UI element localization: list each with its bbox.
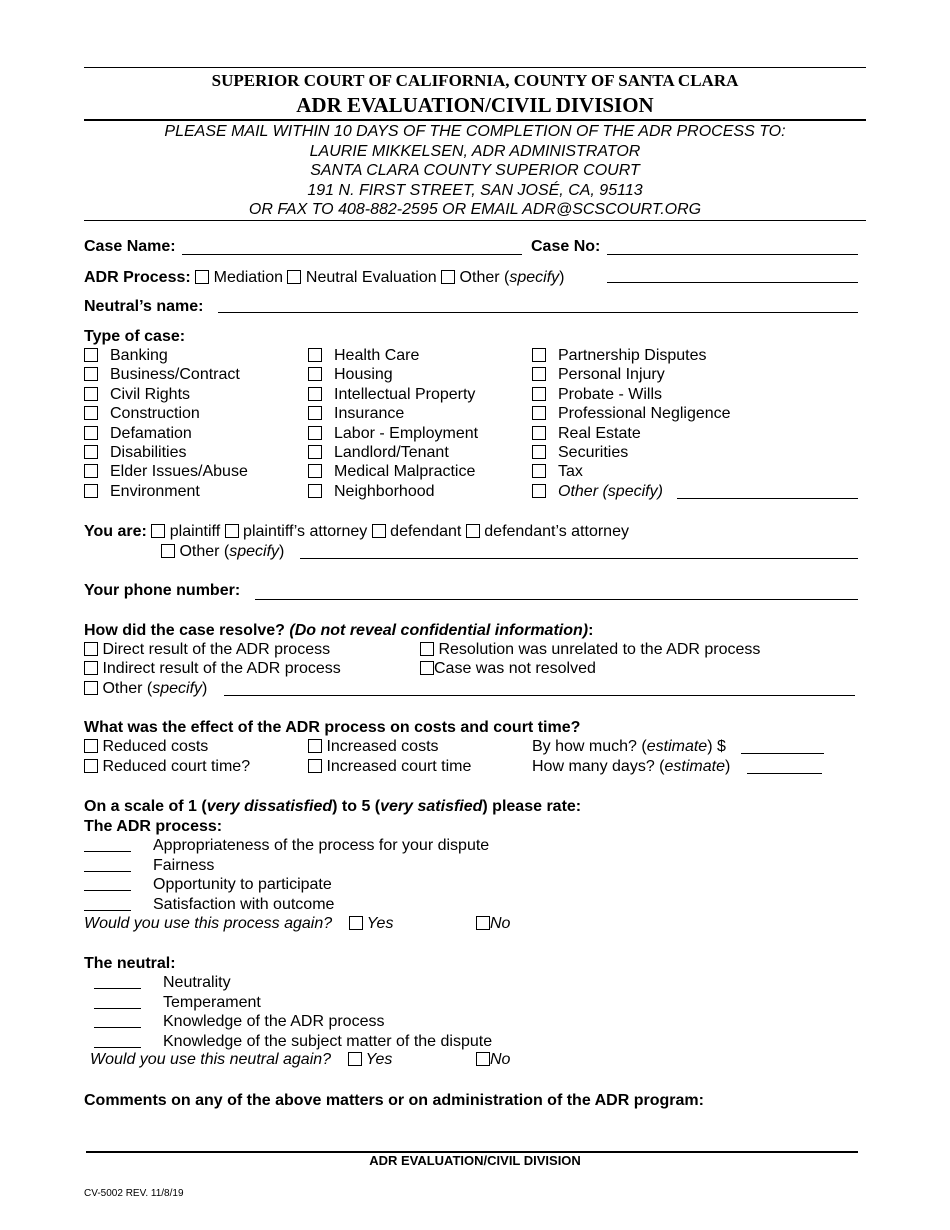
rating-blank[interactable]: [94, 1014, 141, 1028]
footer-title: ADR EVALUATION/CIVIL DIVISION: [369, 1153, 581, 1168]
adr-other-checkbox[interactable]: [441, 270, 455, 284]
case-type-option: [308, 365, 478, 384]
plaintiff-attorney-label: plaintiff’s attorney: [243, 523, 368, 540]
rating-item: [94, 973, 492, 993]
case-type-label: Environment: [110, 482, 200, 500]
rating-blank[interactable]: [84, 858, 131, 872]
case-type-option: [84, 346, 248, 365]
case-type-option: [84, 365, 248, 384]
case-type-label: Labor - Employment: [334, 424, 479, 442]
process-again-no-checkbox[interactable]: [476, 916, 490, 930]
case-type-checkbox[interactable]: [532, 484, 546, 498]
case-type-label: Defamation: [110, 424, 192, 442]
resolve-indirect-checkbox[interactable]: [84, 661, 98, 675]
case-type-label: Elder Issues/Abuse: [110, 463, 248, 481]
process-again: Would you use this process again? Yes: [84, 915, 394, 932]
rating-item: [84, 856, 489, 876]
case-type-column-3: [532, 346, 731, 501]
resolve-indirect: Indirect result of the ADR process: [84, 659, 341, 678]
case-type-checkbox[interactable]: [84, 367, 98, 381]
neutral-name-field[interactable]: [218, 312, 858, 313]
rating-label: Knowledge of the subject matter of the dispute: [163, 1032, 493, 1050]
case-type-option: [308, 424, 478, 443]
title-rule: [84, 119, 866, 121]
rating-label: Appropriateness of the process for your dispute: [153, 837, 490, 854]
case-no-label: Case No:: [531, 238, 601, 255]
case-type-option: [308, 404, 478, 423]
reduced-time-checkbox[interactable]: [84, 759, 98, 773]
case-type-option: [532, 365, 731, 384]
rating-item: [84, 895, 489, 915]
resolve-unrelated: Resolution was unrelated to the ADR process: [420, 640, 760, 659]
process-label: The ADR process:: [84, 818, 223, 835]
rating-blank[interactable]: [84, 838, 131, 852]
case-type-checkbox[interactable]: [308, 464, 322, 478]
mail-line: LAURIE MIKKELSEN, ADR ADMINISTRATOR: [309, 142, 641, 160]
case-type-checkbox[interactable]: [308, 484, 322, 498]
rating-label: Knowledge of the ADR process: [163, 1013, 385, 1030]
rating-blank[interactable]: [84, 897, 131, 911]
defendant-attorney-checkbox[interactable]: [466, 524, 480, 538]
case-type-checkbox[interactable]: [84, 348, 98, 362]
plaintiff-attorney-checkbox[interactable]: [225, 524, 239, 538]
case-type-label: Real Estate: [558, 424, 641, 442]
case-type-checkbox[interactable]: [84, 387, 98, 401]
case-type-checkbox[interactable]: [308, 367, 322, 381]
case-name-field[interactable]: [182, 254, 522, 255]
mail-line: SANTA CLARA COUNTY SUPERIOR COURT: [310, 162, 640, 179]
case-type-checkbox[interactable]: [84, 406, 98, 420]
case-type-label: Housing: [334, 366, 393, 384]
mail-line: OR FAX TO 408-882-2595 OR EMAIL ADR@SCSCOURT.ORG: [248, 201, 702, 218]
form-title: ADR EVALUATION/CIVIL DIVISION: [296, 93, 654, 117]
case-type-label: Partnership Disputes: [558, 347, 707, 364]
resolve-not-resolved-checkbox[interactable]: [420, 661, 434, 675]
case-type-checkbox[interactable]: [532, 464, 546, 478]
rating-label: Neutrality: [163, 974, 231, 991]
case-type-label: Probate - Wills: [558, 385, 663, 403]
how-many-field[interactable]: [747, 773, 822, 774]
case-type-option: [308, 346, 478, 365]
process-again-yes-checkbox[interactable]: [349, 916, 363, 930]
case-type-label: Medical Malpractice: [334, 463, 476, 481]
case-type-label: Neighborhood: [334, 482, 435, 500]
comments-label: Comments on any of the above matters or on administration of the ADR program:: [84, 1092, 704, 1109]
resolve-other: Other (specify): [84, 679, 207, 698]
rating-item: [84, 875, 489, 895]
resolve-other-checkbox[interactable]: [84, 681, 98, 695]
neutral-again: Would you use this neutral again? Yes: [90, 1051, 393, 1068]
rating-label: Opportunity to participate: [153, 876, 332, 893]
adr-process-row: [84, 268, 564, 287]
case-type-label: Business/Contract: [110, 366, 240, 384]
mail-line: PLEASE MAIL WITHIN 10 DAYS OF THE COMPLETION OF THE ADR PROCESS TO:: [164, 123, 786, 140]
neutral-rating-list: [94, 973, 492, 1051]
case-type-checkbox[interactable]: [84, 464, 98, 478]
case-type-column-2: [308, 346, 478, 501]
case-type-checkbox[interactable]: [308, 406, 322, 420]
process-rating-list: [84, 836, 489, 914]
case-type-column-1: [84, 346, 248, 501]
case-type-option: [532, 404, 731, 423]
plaintiff-checkbox[interactable]: [151, 524, 165, 538]
top-rule: [84, 67, 866, 68]
case-name-label: Case Name:: [84, 238, 176, 255]
effect-question: What was the effect of the ADR process on costs and court time?: [84, 719, 581, 736]
mailing-instructions: [84, 122, 866, 220]
case-type-checkbox[interactable]: [532, 387, 546, 401]
case-type-option: [84, 462, 248, 481]
resolve-other-field[interactable]: [224, 695, 855, 696]
case-type-checkbox[interactable]: [84, 426, 98, 440]
reduced-time: Reduced court time?: [84, 757, 250, 776]
reduced-costs: Reduced costs: [84, 737, 208, 756]
rating-label: Temperament: [163, 993, 261, 1011]
case-no-field[interactable]: [607, 254, 858, 255]
how-much-field[interactable]: [741, 753, 824, 754]
adr-process-label: ADR Process:: [84, 269, 191, 286]
case-type-checkbox[interactable]: [308, 445, 322, 459]
case-type-label: Other (specify): [558, 482, 663, 500]
case-type-checkbox[interactable]: [532, 348, 546, 362]
case-type-checkbox[interactable]: [532, 445, 546, 459]
case-type-checkbox[interactable]: [308, 348, 322, 362]
case-type-label: Banking: [110, 347, 168, 364]
header-bottom-rule: [84, 220, 866, 221]
case-type-label: Tax: [558, 463, 583, 481]
case-type-option: [532, 462, 731, 481]
case-type-checkbox[interactable]: [84, 484, 98, 498]
case-type-option: [84, 443, 248, 462]
resolve-direct: Direct result of the ADR process: [84, 640, 330, 659]
court-name: SUPERIOR COURT OF CALIFORNIA, COUNTY OF SANTA CLARA: [211, 71, 739, 90]
rating-blank[interactable]: [94, 975, 141, 989]
defendant-checkbox[interactable]: [372, 524, 386, 538]
increased-costs-checkbox[interactable]: [308, 739, 322, 753]
case-type-option: [308, 443, 478, 462]
increased-costs: Increased costs: [308, 737, 439, 756]
rating-label: Fairness: [153, 856, 215, 874]
case-type-label: Type of case:: [84, 328, 186, 345]
you-are-other-row: Other (specify): [161, 542, 284, 561]
case-type-label: Intellectual Property: [334, 385, 476, 403]
you-are-label: You are:: [84, 523, 147, 540]
neutral-name-label: Neutral’s name:: [84, 298, 204, 315]
case-type-checkbox[interactable]: [84, 445, 98, 459]
process-again-no: No: [476, 914, 510, 933]
resolve-not-resolved: Case was not resolved: [420, 659, 596, 678]
mail-line: 191 N. FIRST STREET, SAN JOSÉ, CA, 95113: [307, 181, 643, 199]
case-type-label: Insurance: [334, 405, 405, 423]
case-type-label: Landlord/Tenant: [334, 444, 449, 462]
neutral-again-yes-checkbox[interactable]: [348, 1052, 362, 1066]
case-type-checkbox[interactable]: [532, 426, 546, 440]
case-type-option: [532, 346, 731, 365]
increased-time-checkbox[interactable]: [308, 759, 322, 773]
rating-label: Satisfaction with outcome: [153, 895, 335, 913]
neutral-label: The neutral:: [84, 955, 176, 972]
neutral-evaluation-label: Neutral Evaluation: [305, 269, 437, 286]
adr-other-label: Other (specify): [459, 269, 565, 286]
case-type-option: [84, 424, 248, 443]
increased-time: Increased court time: [308, 757, 471, 776]
case-type-label: Professional Negligence: [558, 405, 731, 423]
resolve-direct-checkbox[interactable]: [84, 642, 98, 656]
rating-item: [94, 1012, 492, 1032]
case-type-option: [532, 424, 731, 443]
case-type-label: Securities: [558, 444, 629, 462]
case-type-checkbox[interactable]: [308, 387, 322, 401]
case-type-label: Personal Injury: [558, 366, 665, 384]
form-number: CV-5002 REV. 11/8/19: [84, 1188, 184, 1199]
rating-intro: On a scale of 1 (very dissatisfied) to 5 (very satisfied) please rate:: [84, 798, 582, 815]
case-type-checkbox[interactable]: [532, 367, 546, 381]
resolve-unrelated-checkbox[interactable]: [420, 642, 434, 656]
resolve-question: How did the case resolve? (Do not reveal confidential information):: [84, 622, 594, 639]
case-type-label: Construction: [110, 405, 200, 423]
defendant-attorney-label: defendant’s attorney: [484, 523, 629, 540]
plaintiff-label: plaintiff: [169, 523, 221, 540]
rating-item: [84, 836, 489, 856]
rating-blank[interactable]: [94, 995, 141, 1009]
case-type-option: [84, 385, 248, 404]
case-type-label: Health Care: [334, 347, 420, 364]
phone-field[interactable]: [255, 599, 858, 600]
phone-label: Your phone number:: [84, 582, 241, 599]
how-many-label: How many days? (estimate): [532, 758, 731, 775]
how-much-label: By how much? (estimate) $: [532, 738, 726, 755]
case-type-option: [84, 404, 248, 423]
defendant-label: defendant: [390, 523, 462, 540]
you-are-other-checkbox[interactable]: [161, 544, 175, 558]
you-are-row: [84, 522, 629, 541]
mediation-checkbox[interactable]: [195, 270, 209, 284]
case-type-option: [308, 385, 478, 404]
mediation-label: Mediation: [213, 269, 283, 286]
rating-item: [94, 993, 492, 1013]
adr-other-field[interactable]: [607, 282, 858, 283]
neutral-again-no-checkbox[interactable]: [476, 1052, 490, 1066]
case-type-option: [84, 482, 248, 501]
case-type-checkbox[interactable]: [532, 406, 546, 420]
case-type-option: [532, 385, 731, 404]
reduced-costs-checkbox[interactable]: [84, 739, 98, 753]
case-type-option: [308, 482, 478, 501]
neutral-again-no: No: [476, 1050, 510, 1069]
case-type-checkbox[interactable]: [308, 426, 322, 440]
rating-blank[interactable]: [94, 1034, 141, 1048]
case-type-other-field[interactable]: [677, 498, 858, 499]
case-type-label: Civil Rights: [110, 385, 191, 403]
rating-blank[interactable]: [84, 877, 131, 891]
case-type-label: Disabilities: [110, 444, 187, 462]
case-type-option: [308, 462, 478, 481]
you-are-other-field[interactable]: [300, 558, 858, 559]
case-type-option: [532, 443, 731, 462]
neutral-evaluation-checkbox[interactable]: [287, 270, 301, 284]
rating-item: [94, 1032, 492, 1052]
